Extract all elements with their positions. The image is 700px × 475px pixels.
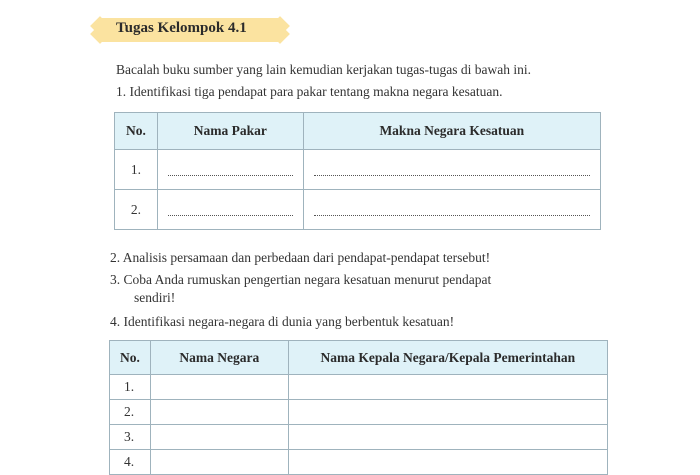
table-row	[115, 190, 601, 230]
task-item-3-continued: sendiri!	[134, 290, 176, 305]
row-number: 3.	[110, 425, 151, 450]
heading-banner	[90, 16, 290, 44]
task-item-3: 3. Coba Anda rumuskan pengertian negara kesatuan menurut pendapat	[110, 272, 492, 287]
table-row	[110, 375, 608, 400]
answer-cell[interactable]	[288, 425, 607, 450]
task-item-4: 4. Identifikasi negara-negara di dunia yang berbentuk kesatuan!	[110, 314, 455, 329]
countries-table-header	[110, 341, 608, 375]
row-number: 4.	[110, 450, 151, 475]
table-row	[110, 425, 608, 450]
table-row	[115, 150, 601, 190]
intro-text: Bacalah buku sumber yang lain kemudian kerjakan tugas-tugas di bawah ini.	[116, 62, 532, 77]
task-item-2: 2. Analisis persamaan dan perbedaan dari pendapat-pendapat tersebut!	[110, 250, 491, 265]
answer-cell[interactable]	[150, 450, 288, 475]
heading-title: Tugas Kelompok 4.1	[116, 20, 247, 36]
answer-blank[interactable]	[157, 190, 303, 230]
column-header-makna: Makna Negara Kesatuan	[303, 113, 600, 150]
answer-cell[interactable]	[150, 425, 288, 450]
answer-blank[interactable]	[303, 150, 600, 190]
column-header-nama-pakar: Nama Pakar	[157, 113, 303, 150]
column-header-kepala: Nama Kepala Negara/Kepala Pemerintahan	[288, 341, 607, 375]
answer-cell[interactable]	[288, 375, 607, 400]
table-row	[110, 450, 608, 475]
column-header-no: No.	[115, 113, 158, 150]
task-item-1: 1. Identifikasi tiga pendapat para pakar tentang makna negara kesatuan.	[116, 84, 503, 99]
answer-blank[interactable]	[303, 190, 600, 230]
row-number: 1.	[110, 375, 151, 400]
row-number: 2.	[115, 190, 158, 230]
answer-cell[interactable]	[150, 400, 288, 425]
column-header-nama-negara: Nama Negara	[150, 341, 288, 375]
row-number: 1.	[115, 150, 158, 190]
answer-cell[interactable]	[288, 400, 607, 425]
countries-table	[109, 340, 608, 475]
answer-cell[interactable]	[288, 450, 607, 475]
answer-blank[interactable]	[157, 150, 303, 190]
row-number: 2.	[110, 400, 151, 425]
experts-table-header	[115, 113, 601, 150]
column-header-no: No.	[110, 341, 151, 375]
experts-table	[114, 112, 601, 230]
answer-cell[interactable]	[150, 375, 288, 400]
table-row	[110, 400, 608, 425]
